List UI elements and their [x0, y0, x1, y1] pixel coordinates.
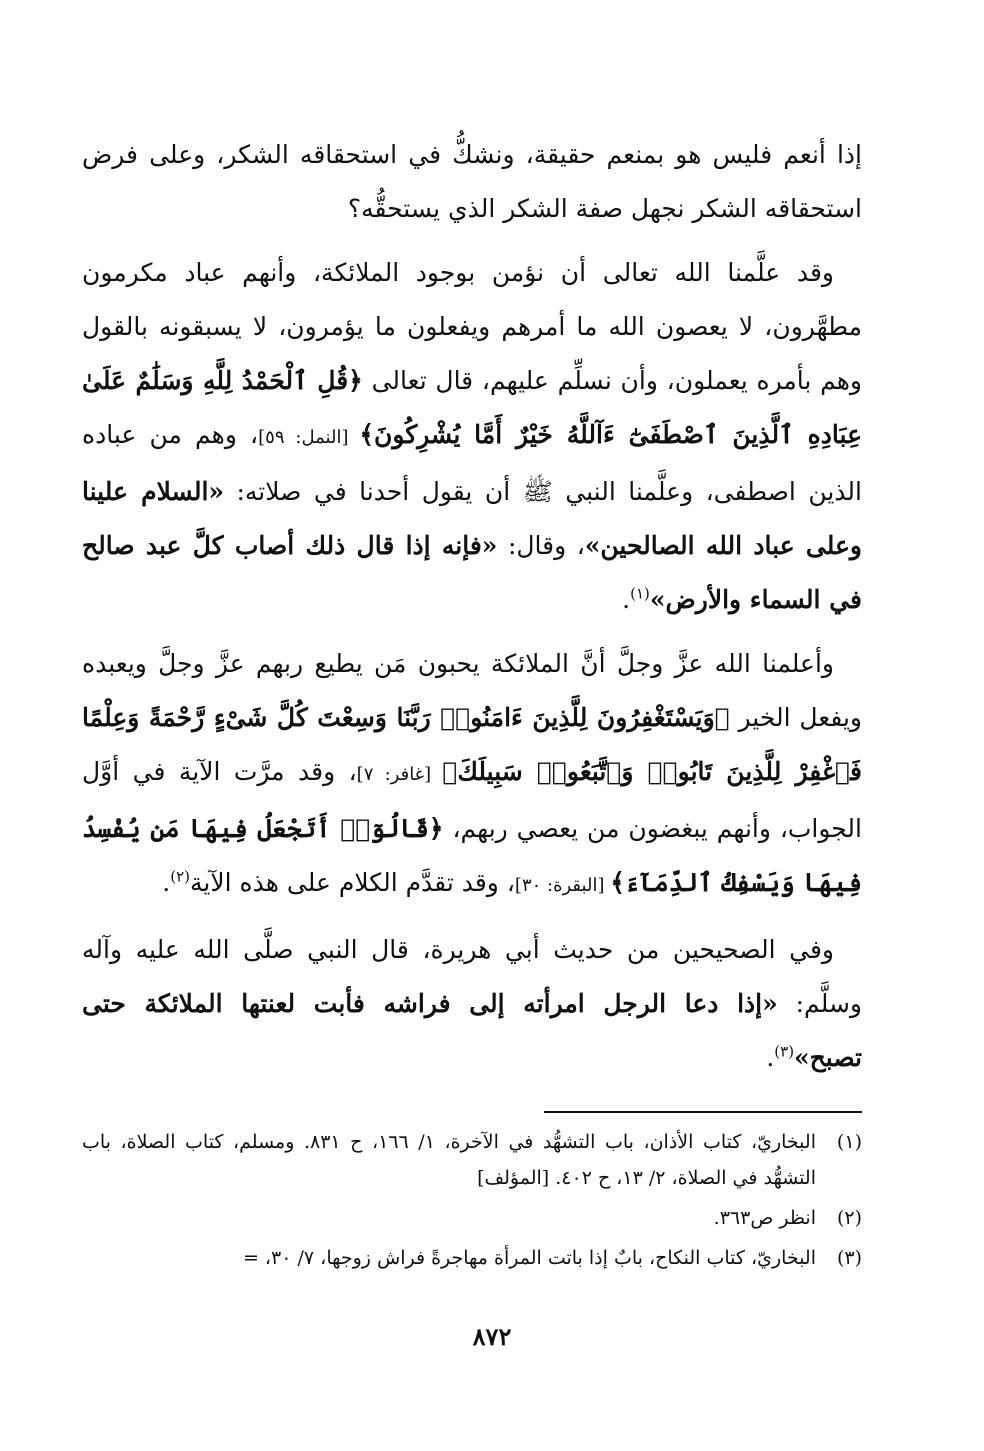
paragraph-2-text-1: وقد علَّمنا الله تعالى أن نؤمن بوجود الملائكة، وأنهم عباد مكرمون مطهَّرون، لا يعصون الله ما أمرهم ويفعلون ما يؤمرون، لا يسبقونه بالقول وهم بأمره يعملون، وأن نسلِّم عليهم، قال تعالى	[82, 258, 863, 395]
paragraph-1-text: إذا أنعم فليس هو بمنعم حقيقة، ونشكُّ في استحقاقه الشكر، وعلى فرض استحقاقه الشكر نجهل صفة الشكر الذي يستحقُّه؟	[82, 140, 862, 223]
paragraph-2-text-3: ، وقال:	[497, 531, 585, 560]
paragraph-3	[82, 637, 862, 913]
footnote-divider	[544, 1111, 862, 1113]
paragraph-2	[82, 246, 862, 627]
page-number: ٨٧٢	[472, 1322, 512, 1351]
paragraph-1	[82, 128, 862, 236]
footnote-2	[82, 1200, 862, 1236]
footnote-ref-1[interactable]: (١)	[630, 584, 650, 603]
footnote-3-number: (٣)	[836, 1247, 862, 1269]
quran-verse-naml: ﴿قُلِ ٱلْحَمْدُ لِلَّهِ وَسَلَٰمٌ عَلَىٰ عِبَادِهِ ٱلَّذِينَ ٱصْطَفَىٰٓ ءَآللَّهُ خَيْرٌ أَمَّا يُشْرِكُونَ﴾	[82, 366, 862, 449]
hadith-quote-firash: «إذا دعا الرجل امرأته إلى فراشه فأبت لعنتها الملائكة حتى تصبح»	[82, 989, 862, 1072]
footnote-1	[82, 1124, 862, 1196]
hadith-quote-salih: «فإنه إذا قال ذلك أصاب كلَّ عبد صالح في السماء والأرض»	[82, 531, 862, 614]
footnote-3	[82, 1240, 862, 1276]
footnote-ref-2[interactable]: (٢)	[170, 867, 191, 886]
paragraph-3-text-3: ، وقد تقدَّم الكلام على هذه الآية	[190, 868, 515, 897]
quran-verse-baqara: ﴿قَالُوٓا۟ أَتَجْعَلُ فِيهَا مَن يُفْسِدُ فِيهَا وَيَسْفِكُ ٱلدِّمَآءَ﴾	[82, 814, 862, 897]
paragraph-3-text-2: ، وقد مرَّت الآية في أوَّل الجواب، وأنهم يبغضون من يعصي ربهم،	[82, 757, 862, 843]
main-text	[82, 128, 862, 1095]
paragraph-4-end: .	[766, 1043, 775, 1072]
verse-reference-naml: [النمل: ٥٩]	[258, 427, 360, 448]
paragraph-3-text-1: وأعلمنا الله عزَّ وجلَّ أنَّ الملائكة يحبون مَن يطيع ربهم عزَّ وجلَّ ويعبده ويفعل الخير	[82, 649, 862, 732]
footnote-2-number: (٢)	[836, 1207, 862, 1229]
footnotes	[82, 1124, 862, 1280]
footnote-2-text: انظر ص٣٦٣.	[713, 1207, 816, 1229]
footnote-3-text: البخاريّ، كتاب النكاح، بابٌ إذا باتت المرأة مهاجرةً فراش زوجها، ٧/ ٣٠، =	[242, 1247, 816, 1269]
paragraph-2-text-2: ، وهم من عباده الذين اصطفى، وعلَّمنا النبي ﷺ أن يقول أحدنا في صلاته:	[82, 420, 862, 506]
quran-verse-ghafir: ﴿وَيَسْتَغْفِرُونَ لِلَّذِينَ ءَامَنُوا۟ رَبَّنَا وَسِعْتَ كُلَّ شَىْءٍ رَّحْمَةً وَعِلْمًا فَٱغْفِرْ لِلَّذِينَ تَابُوا۟ وَٱتَّبَعُوا۟ سَبِيلَكَ﴾	[82, 703, 862, 786]
footnote-1-text: البخاريّ، كتاب الأذان، باب التشهُّد في الآخرة، ١/ ١٦٦، ح ٨٣١. ومسلم، كتاب الصلاة، باب التشهُّد في الصلاة، ٢/ ١٣، ح ٤٠٢. [المؤلف]	[82, 1131, 816, 1189]
verse-reference-ghafir: [غافر: ٧]	[356, 764, 443, 785]
footnote-1-number: (١)	[836, 1131, 862, 1153]
paragraph-4	[82, 923, 862, 1085]
paragraph-3-end: .	[162, 868, 171, 897]
hadith-quote-tashahhud: «السلام علينا وعلى عباد الله الصالحين»	[82, 477, 862, 560]
footnote-ref-3[interactable]: (٣)	[774, 1042, 795, 1061]
paragraph-4-text-1: وفي الصحيحين من حديث أبي هريرة، قال النبي صلَّى الله عليه وآله وسلَّم:	[82, 935, 862, 1018]
verse-reference-baqara: [البقرة: ٣٠]	[514, 875, 611, 896]
paragraph-2-end: .	[622, 585, 631, 614]
